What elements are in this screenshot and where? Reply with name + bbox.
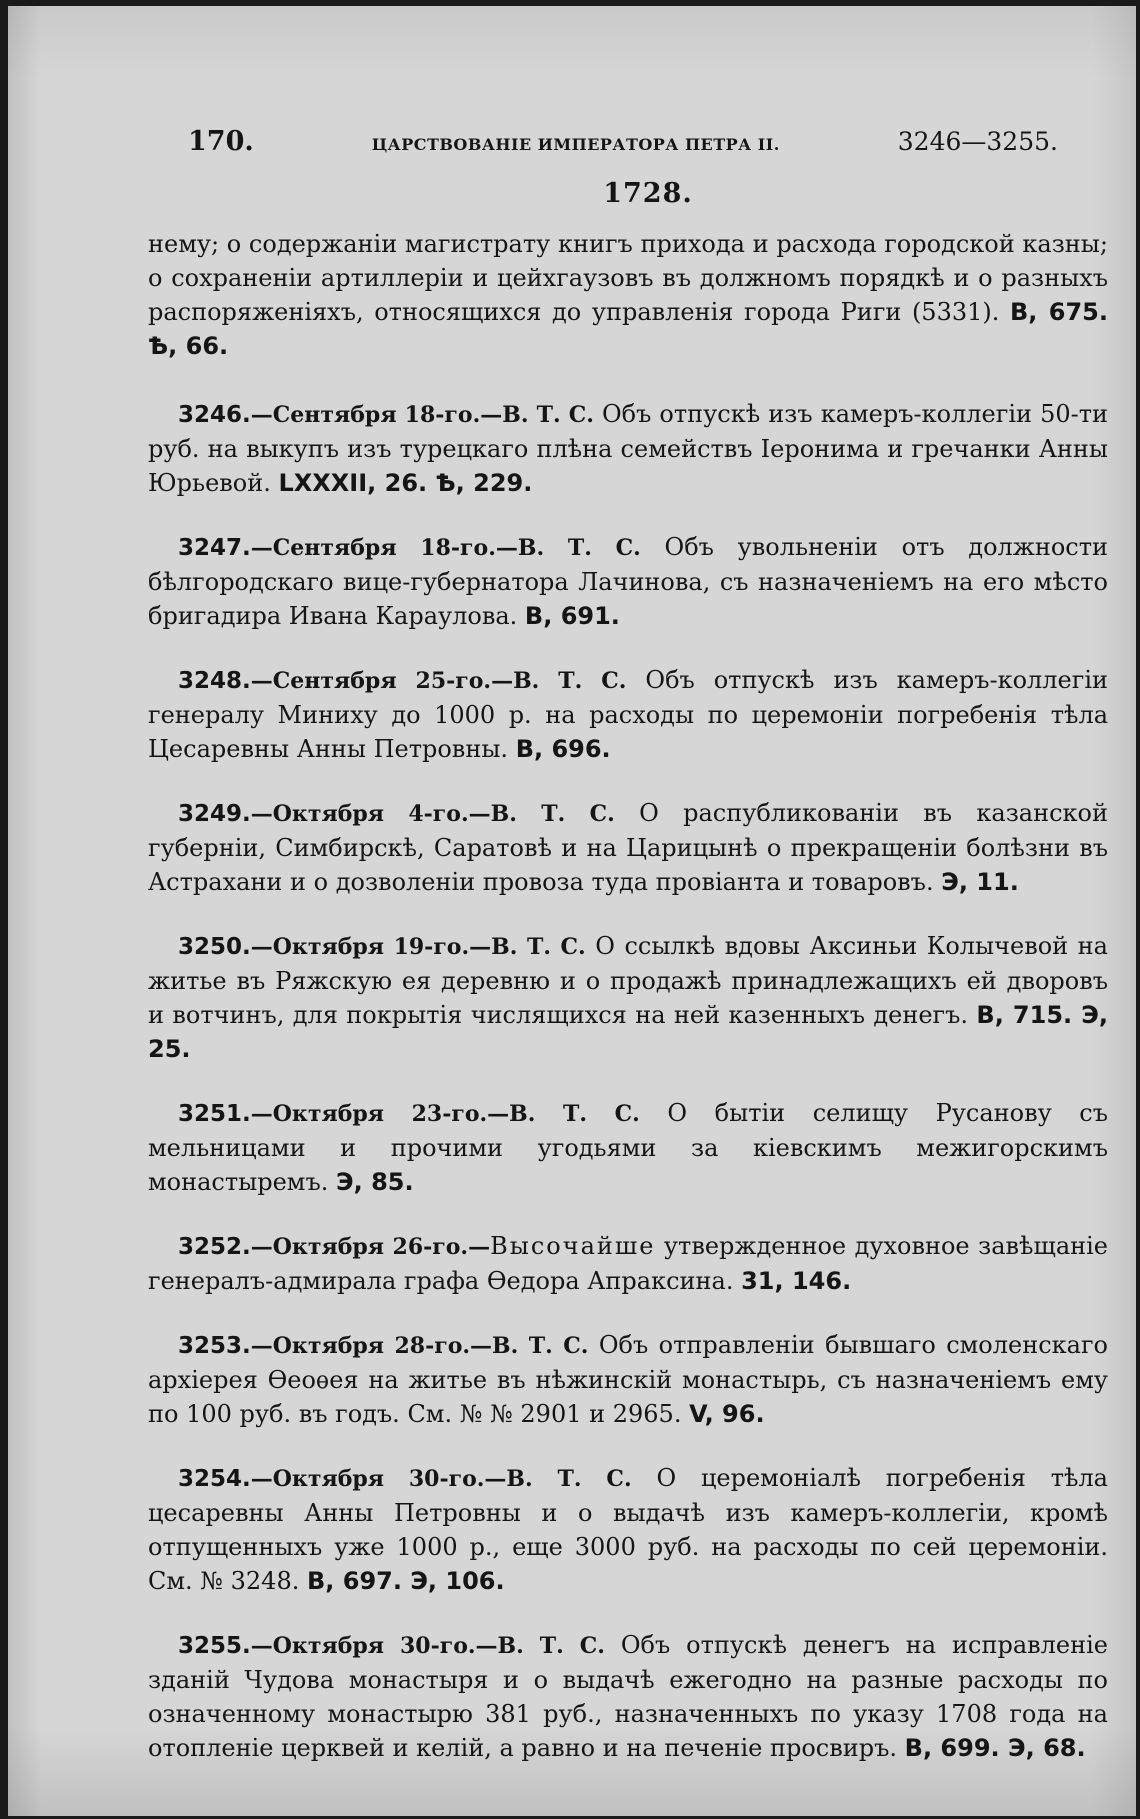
entry-date: —Октября 26-го.— xyxy=(250,1234,491,1260)
entry-3254 xyxy=(148,1461,1108,1598)
entry-text: О ссылкѣ вдовы Аксиньи Колычевой на житье въ Ряжскую ея деревню и о продажѣ принадлежащихъ ей дворовъ и вотчинъ, для покрытія числящихся на ней казенныхъ денегъ. xyxy=(148,932,1108,1029)
entry-number: 3247. xyxy=(178,535,251,561)
entry-3251 xyxy=(148,1096,1108,1199)
source-reference: 31, 146. xyxy=(741,1267,852,1295)
source-reference: В, 675. Ѣ, 66. xyxy=(148,298,1108,360)
entry-date: —Сентября 18-го.—В. Т. С. xyxy=(250,402,594,428)
entry-3253 xyxy=(148,1328,1108,1431)
entry-date: —Октября 19-го.—В. Т. С. xyxy=(250,934,586,960)
source-reference: В, 691. xyxy=(524,602,620,630)
entry-text: Объ увольненіи отъ должности бѣлгородскаго вице-губернатора Лачинова, съ назначеніемъ на его мѣсто бригадира Ивана Караулова. xyxy=(148,533,1108,630)
source-reference: В, 696. xyxy=(515,735,611,763)
entry-number: 3250. xyxy=(178,934,251,960)
source-reference: Э, 11. xyxy=(941,868,1019,896)
entry-number: 3255. xyxy=(178,1633,251,1659)
source-reference: V, 96. xyxy=(689,1400,765,1428)
entry-date: —Октября 28-го.—В. Т. С. xyxy=(250,1333,589,1359)
running-title: ЦАРСТВОВАНІЕ ИМПЕРАТОРА ПЕТРА II. xyxy=(371,135,780,154)
entry-3250 xyxy=(148,929,1108,1066)
entry-3248 xyxy=(148,663,1108,766)
entry-text: утвержденное духовное завѣщаніе генералъ-адмирала графа Ѳедора Апраксина. xyxy=(148,1232,1108,1295)
source-reference: Э, 85. xyxy=(336,1168,414,1196)
entry-date: —Октября 30-го.—В. Т. С. xyxy=(250,1633,605,1659)
entry-3247 xyxy=(148,530,1108,633)
entry-number: 3251. xyxy=(178,1101,251,1127)
entry-date: —Сентября 18-го.—В. Т. С. xyxy=(250,535,641,561)
entry-date: —Октября 4-го.—В. Т. С. xyxy=(250,801,615,827)
entry-date: —Октября 30-го.—В. Т. С. xyxy=(250,1466,632,1492)
entry-text: Объ отпускѣ изъ камеръ-коллегіи 50-ти руб. на выкупъ изъ турецкаго плѣна семействъ Іеронима и гречанки Анны Юрьевой. xyxy=(148,400,1108,497)
entry-date: —Октября 23-го.—В. Т. С. xyxy=(250,1101,640,1127)
source-reference: В, 715. Э, 25. xyxy=(148,1001,1108,1063)
page-content xyxy=(148,126,1108,1795)
source-reference: LXXXII, 26. Ѣ, 229. xyxy=(278,469,533,497)
entry-3246 xyxy=(148,397,1108,500)
entry-text: Объ отпускѣ денегъ на исправленіе зданій Чудова монастыря и о выдачѣ ежегодно на разные расходы по означенному монастырю 381 руб., назначенныхъ по указу 1708 года на отопленіе церквей и келій, а равно и на печеніе просвиръ. xyxy=(148,1631,1108,1762)
page-number: 170. xyxy=(188,126,254,157)
entry-text: О распубликованіи въ казанской губерніи, Симбирскѣ, Саратовѣ и на Царицынѣ о прекращеніи болѣзни въ Астрахани и о дозволеніи провоза туда провіанта и товаровъ. xyxy=(148,799,1108,896)
source-reference: В, 697. Э, 106. xyxy=(306,1567,505,1595)
entry-number: 3246. xyxy=(178,402,251,428)
entry-number: 3254. xyxy=(178,1466,251,1492)
entry-text: Объ отправленіи бывшаго смоленскаго архіерея Ѳеоѳея на житье въ нѣжинскій монастырь, съ назначеніемъ ему по 100 руб. въ годъ. См. № № 2901 и 2965. xyxy=(148,1331,1108,1428)
entry-3255 xyxy=(148,1628,1108,1765)
entry-range: 3246—3255. xyxy=(897,127,1058,156)
entry-number: 3252. xyxy=(178,1234,251,1260)
continued-text: нему; о содержаніи магистрату книгъ прихода и расхода городской казны; о сохраненіи артиллеріи и цейхгаузовъ въ должномъ порядкѣ и о разныхъ распоряженіяхъ, относящихся до управленія города Риги (5331). xyxy=(148,230,1108,326)
entry-number: 3253. xyxy=(178,1333,251,1359)
year-heading: 1728. xyxy=(603,178,693,209)
entry-number: 3248. xyxy=(178,668,251,694)
entry-date: —Сентября 25-го.—В. Т. С. xyxy=(250,668,627,694)
entry-3249 xyxy=(148,796,1108,899)
highness-word: Высочайше xyxy=(490,1232,656,1260)
entry-3252 xyxy=(148,1229,1108,1298)
document-page xyxy=(8,6,1136,1816)
entry-text: О бытіи селищу Русанову съ мельницами и прочими угодьями за кіевскимъ межигорскимъ монастыремъ. xyxy=(148,1099,1108,1196)
source-reference: В, 699. Э, 68. xyxy=(904,1734,1086,1762)
continued-paragraph xyxy=(148,227,1108,363)
entry-text: Объ отпускѣ изъ камеръ-коллегіи генералу Миниху до 1000 р. на расходы по церемоніи погребенія тѣла Цесаревны Анны Петровны. xyxy=(148,666,1108,763)
entry-number: 3249. xyxy=(178,801,251,827)
entry-text: О церемоніалѣ погребенія тѣла цесаревны Анны Петровны и о выдачѣ изъ камеръ-коллегіи, кромѣ отпущенныхъ уже 1000 р., еще 3000 руб. на расходы по сей церемоніи. См. № 3248. xyxy=(148,1464,1108,1595)
running-head xyxy=(188,126,1058,174)
